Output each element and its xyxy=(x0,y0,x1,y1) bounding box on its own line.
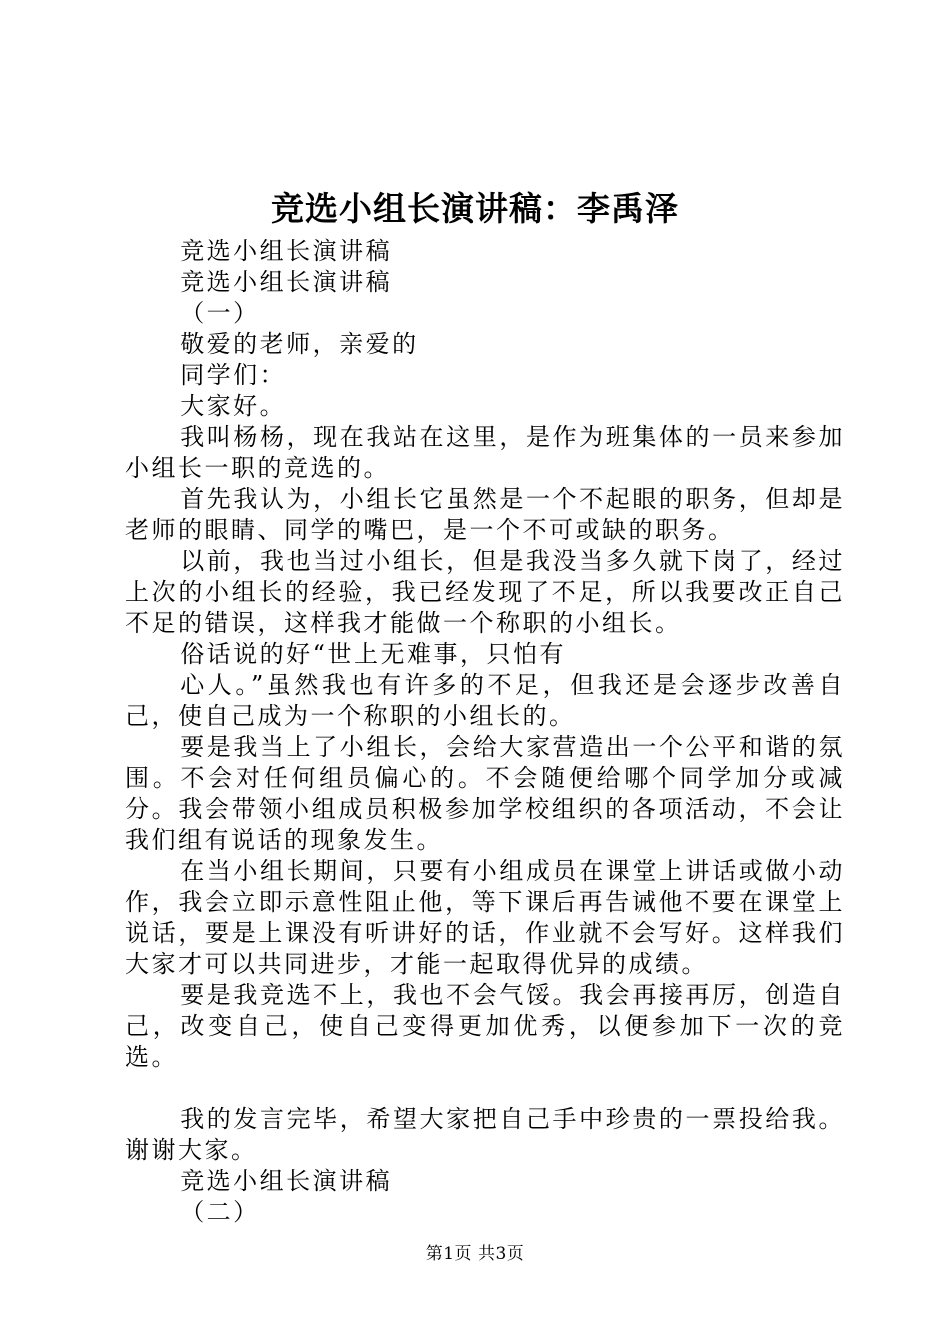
paragraph: 我的发言完毕，希望大家把自己手中珍贵的一票投给我。谢谢大家。 xyxy=(125,1105,845,1164)
paragraph: 我叫杨杨，现在我站在这里，是作为班集体的一员来参加小组长一职的竞选的。 xyxy=(125,423,845,482)
paragraph: 同学们： xyxy=(180,361,287,389)
page-footer: 第1页 共3页 xyxy=(425,1244,525,1264)
paragraph: 敬爱的老师，亲爱的 xyxy=(180,330,419,358)
paragraph: 要是我当上了小组长，会给大家营造出一个公平和谐的氛围。不会对任何组员偏心的。不会随便给哪个同学加分或减分。我会带领小组成员积极参加学校组织的各项活动，不会让我们组有说话的现象发生。 xyxy=(125,733,845,854)
blank-line xyxy=(125,1073,845,1104)
paragraph: 首先我认为，小组长它虽然是一个不起眼的职务，但却是老师的眼睛、同学的嘴巴，是一个不可或缺的职务。 xyxy=(125,485,845,544)
paragraph: （二） xyxy=(180,1198,260,1226)
paragraph: 竞选小组长演讲稿 xyxy=(180,268,393,296)
paragraph: 在当小组长期间，只要有小组成员在课堂上讲话或做小动作，我会立即示意性阻止他，等下课后再告诫他不要在课堂上说话，要是上课没有听讲好的话，作业就不会写好。这样我们大家才可以共同进步，才能一起取得优异的成绩。 xyxy=(125,857,845,978)
paragraph: 以前，我也当过小组长，但是我没当多久就下岗了，经过上次的小组长的经验，我已经发现了不足，所以我要改正自己不足的错误，这样我才能做一个称职的小组长。 xyxy=(125,547,845,637)
paragraph: 竞选小组长演讲稿 xyxy=(180,237,393,265)
paragraph: 竞选小组长演讲稿 xyxy=(180,1167,393,1195)
paragraph: 要是我竞选不上，我也不会气馁。我会再接再厉，创造自己，改变自己，使自己变得更加优秀，以便参加下一次的竞选。 xyxy=(125,981,845,1071)
paragraph: （一） xyxy=(180,299,260,327)
paragraph: 大家好。 xyxy=(180,392,287,420)
paragraph: 俗话说的好“世上无难事，只怕有 xyxy=(180,640,566,668)
document-title: 竞选小组长演讲稿：李禹泽 xyxy=(271,189,679,228)
paragraph: 心人。”虽然我也有许多的不足，但我还是会逐步改善自己，使自己成为一个称职的小组长的。 xyxy=(125,671,845,730)
document-body xyxy=(125,236,845,1228)
